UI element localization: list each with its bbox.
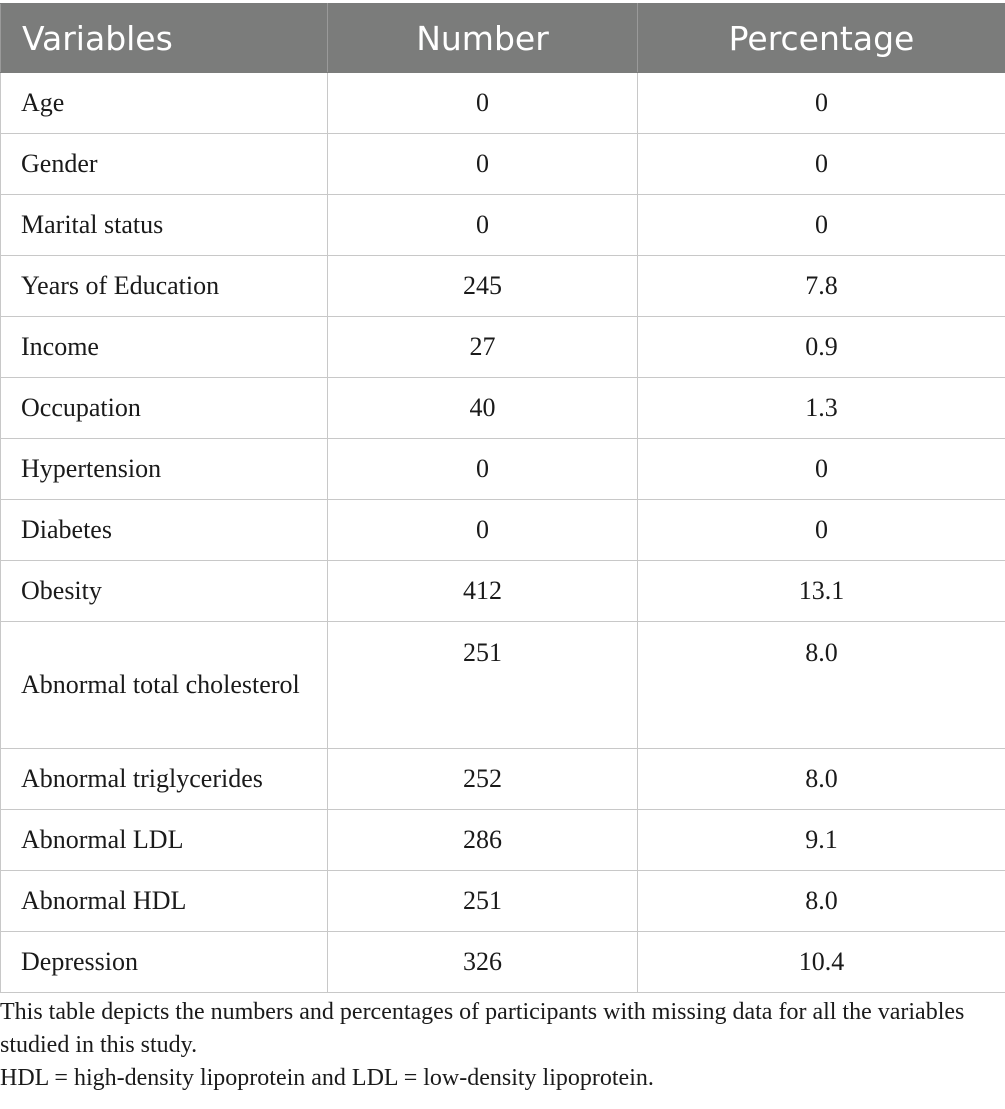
variable-cell: Gender [1, 134, 328, 195]
variable-cell: Income [1, 317, 328, 378]
percentage-cell: 0 [638, 195, 1005, 256]
number-cell: 251 [328, 622, 638, 749]
percentage-cell: 10.4 [638, 932, 1005, 993]
percentage-cell: 0 [638, 500, 1005, 561]
percentage-cell: 7.8 [638, 256, 1005, 317]
number-cell: 27 [328, 317, 638, 378]
number-cell: 0 [328, 439, 638, 500]
variable-cell: Diabetes [1, 500, 328, 561]
table-row [1, 256, 1005, 317]
table-footnote-description: This table depicts the numbers and percentages of participants with missing data for all the variables studied in this study. [0, 999, 965, 1058]
percentage-cell: 8.0 [638, 622, 1005, 749]
variable-cell: Abnormal HDL [1, 871, 328, 932]
header-row [1, 4, 1005, 73]
table-row [1, 378, 1005, 439]
percentage-cell: 8.0 [638, 871, 1005, 932]
percentage-cell: 9.1 [638, 810, 1005, 871]
number-cell: 0 [328, 500, 638, 561]
percentage-cell: 0 [638, 73, 1005, 134]
table-row [1, 622, 1005, 749]
percentage-cell: 0.9 [638, 317, 1005, 378]
number-cell: 0 [328, 73, 638, 134]
variable-cell: Hypertension [1, 439, 328, 500]
table-row [1, 134, 1005, 195]
missing-data-table [0, 3, 1005, 993]
variable-cell: Abnormal triglycerides [1, 749, 328, 810]
number-cell: 40 [328, 378, 638, 439]
variable-cell: Obesity [1, 561, 328, 622]
table-row [1, 932, 1005, 993]
header-percentage: Percentage [638, 4, 1005, 73]
percentage-cell: 0 [638, 439, 1005, 500]
number-cell: 252 [328, 749, 638, 810]
number-cell: 0 [328, 134, 638, 195]
table-row [1, 749, 1005, 810]
number-cell: 251 [328, 871, 638, 932]
percentage-cell: 1.3 [638, 378, 1005, 439]
variable-cell: Abnormal LDL [1, 810, 328, 871]
table-row [1, 810, 1005, 871]
variable-cell: Marital status [1, 195, 328, 256]
header-number: Number [328, 4, 638, 73]
variable-cell: Depression [1, 932, 328, 993]
table-row [1, 500, 1005, 561]
percentage-cell: 0 [638, 134, 1005, 195]
variable-cell: Occupation [1, 378, 328, 439]
percentage-cell: 8.0 [638, 749, 1005, 810]
variable-cell: Age [1, 73, 328, 134]
table-footnote-abbreviations: HDL = high-density lipoprotein and LDL = low-density lipoprotein. [0, 1065, 654, 1091]
table-row [1, 73, 1005, 134]
number-cell: 326 [328, 932, 638, 993]
percentage-cell: 13.1 [638, 561, 1005, 622]
header-variables: Variables [1, 4, 328, 73]
table-row [1, 561, 1005, 622]
table-row [1, 439, 1005, 500]
number-cell: 412 [328, 561, 638, 622]
variable-cell: Years of Education [1, 256, 328, 317]
variable-cell: Abnormal total cholesterol [1, 622, 328, 749]
number-cell: 286 [328, 810, 638, 871]
table-row [1, 871, 1005, 932]
number-cell: 0 [328, 195, 638, 256]
number-cell: 245 [328, 256, 638, 317]
table-header [1, 4, 1005, 73]
table-row [1, 195, 1005, 256]
table-row [1, 317, 1005, 378]
table-body [1, 73, 1005, 993]
